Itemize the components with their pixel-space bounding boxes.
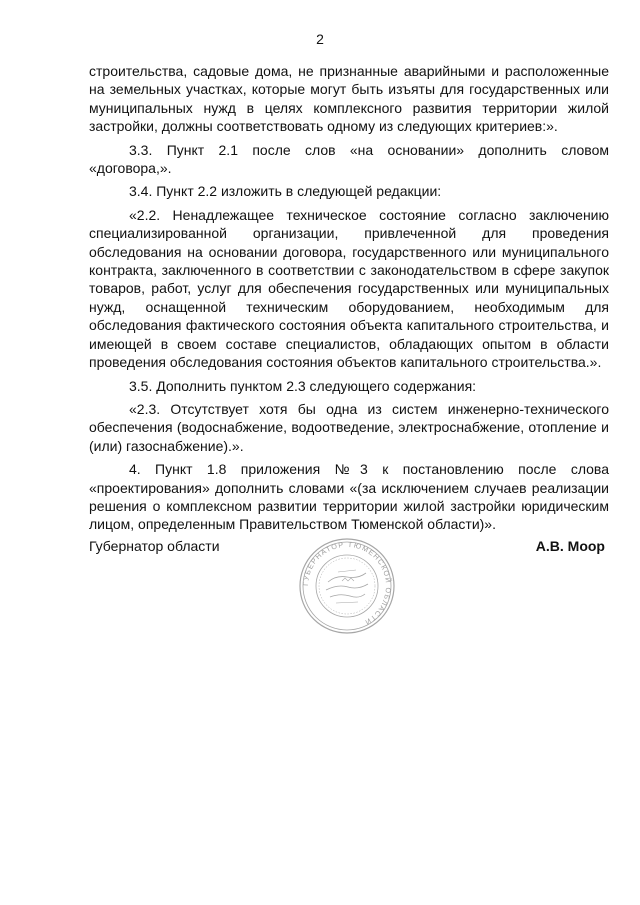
signatory-name: А.В. Моор: [535, 538, 605, 554]
paragraph-clause-2-3: «2.3. Отсутствует хотя бы одна из систем инженерно-технического обеспечения (водоснабжение, водоотведение, электроснабжение, отопление и (или) газоснабжение).».: [89, 400, 609, 454]
paragraph-item-3-5: 3.5. Дополнить пунктом 2.3 следующего содержания:: [129, 377, 477, 394]
paragraph-item-3-3: 3.3. Пункт 2.1 после слов «на основании» дополнить словом «договора,».: [89, 141, 609, 177]
paragraph-item-4: 4. Пункт 1.8 приложения №3 к постановлению после слова «проектирования» дополнить словами «(за исключением случаев реализации решения о комплексном развитии территории жилой застройки юридическим лицом, определенным Правительством Тюменской области)».: [89, 461, 609, 533]
document-body: [89, 62, 609, 539]
signatory-title: Губернатор области: [89, 538, 220, 554]
page-number: 2: [316, 31, 324, 47]
paragraph-clause-2-2: «2.2. Ненадлежащее техническое состояние согласно заключению специализированной организации, привлеченной для проведения обследования на основании договора, государственного или муниципального контракта, заключенного в соответствии с законодательством в сфере закупок товаров, работ, услуг для обеспечения государственных или муниципальных нужд, оснащенной техническим оборудованием, необходимым для обследования фактического состояния объекта капитального строительства, и имеющей в своем составе специалистов, обладающих опытом в области проведения обследования состояния объектов капитального строительства.».: [89, 206, 609, 371]
seal-text: ГУБЕРНАТОР ТЮМЕНСКОЙ ОБЛАСТИ: [300, 539, 394, 628]
svg-text:ГУБЕРНАТОР ТЮМЕНСКОЙ ОБЛАСТИ: [301, 540, 393, 627]
paragraph-1: строительства, садовые дома, не признанные аварийными и расположенные на земельных участках, которые могут быть изъяты для государственных или муниципальных нужд в целях комплексного развития территории жилой застройки, должны соответствовать одному из следующих критериев:».: [89, 63, 609, 135]
paragraph-item-3-4: 3.4. Пункт 2.2 изложить в следующей редакции:: [129, 183, 442, 200]
official-seal-icon: [298, 537, 396, 635]
